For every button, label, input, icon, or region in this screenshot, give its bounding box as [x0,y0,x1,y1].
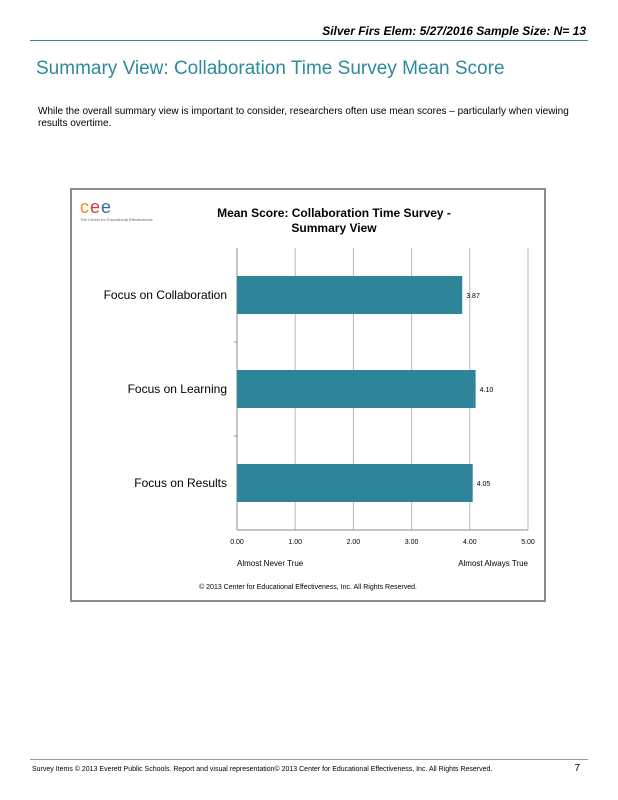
category-label: Focus on Collaboration [103,288,227,302]
logo-subtitle: The Center for Educational Effectiveness [80,217,153,222]
x-tick-label: 0.00 [230,539,244,546]
data-label: 4.05 [476,481,491,488]
x-tick-label: 5.00 [521,539,535,546]
bar-chart [72,190,544,600]
chart-panel [70,188,546,602]
x-tick-label: 2.00 [346,539,361,546]
data-label: 4.10 [479,387,494,394]
logo-letter-c: c [80,197,90,217]
bar [237,464,473,502]
category-label: Focus on Learning [127,382,227,396]
logo-letter-e2: e [101,197,113,217]
x-anchor-right-label: Almost Always True [458,559,528,568]
logo-letter-e1: e [90,197,102,217]
footer-divider [30,759,588,760]
chart-copyright: © 2013 Center for Educational Effectiveness, Inc. All Rights Reserved. [199,584,417,591]
footer-text: Survey Items © 2013 Everett Public Schools. Report and visual representation© 2013 Center for Educational Effectiveness, Inc. All Rights Reserved. [32,766,493,773]
header-school-info: Silver Firs Elem: 5/27/2016 Sample Size: N= 13 [322,24,586,38]
bar [237,276,462,314]
chart-title-line2: Summary View [291,221,377,235]
category-label: Focus on Results [134,476,227,490]
bar [237,370,476,408]
intro-paragraph: While the overall summary view is important to consider, researchers often use mean scores – particularly when viewing results overtime. [38,106,569,129]
x-tick-label: 4.00 [462,539,477,546]
page-title: Summary View: Collaboration Time Survey Mean Score [36,58,505,79]
page-number: 7 [574,763,580,774]
x-tick-label: 3.00 [404,539,419,546]
data-label: 3.87 [466,293,480,300]
header-divider [30,40,588,41]
x-anchor-left-label: Almost Never True [237,559,304,568]
x-tick-label: 1.00 [288,539,303,546]
chart-title-line1: Mean Score: Collaboration Time Survey - [217,206,451,220]
